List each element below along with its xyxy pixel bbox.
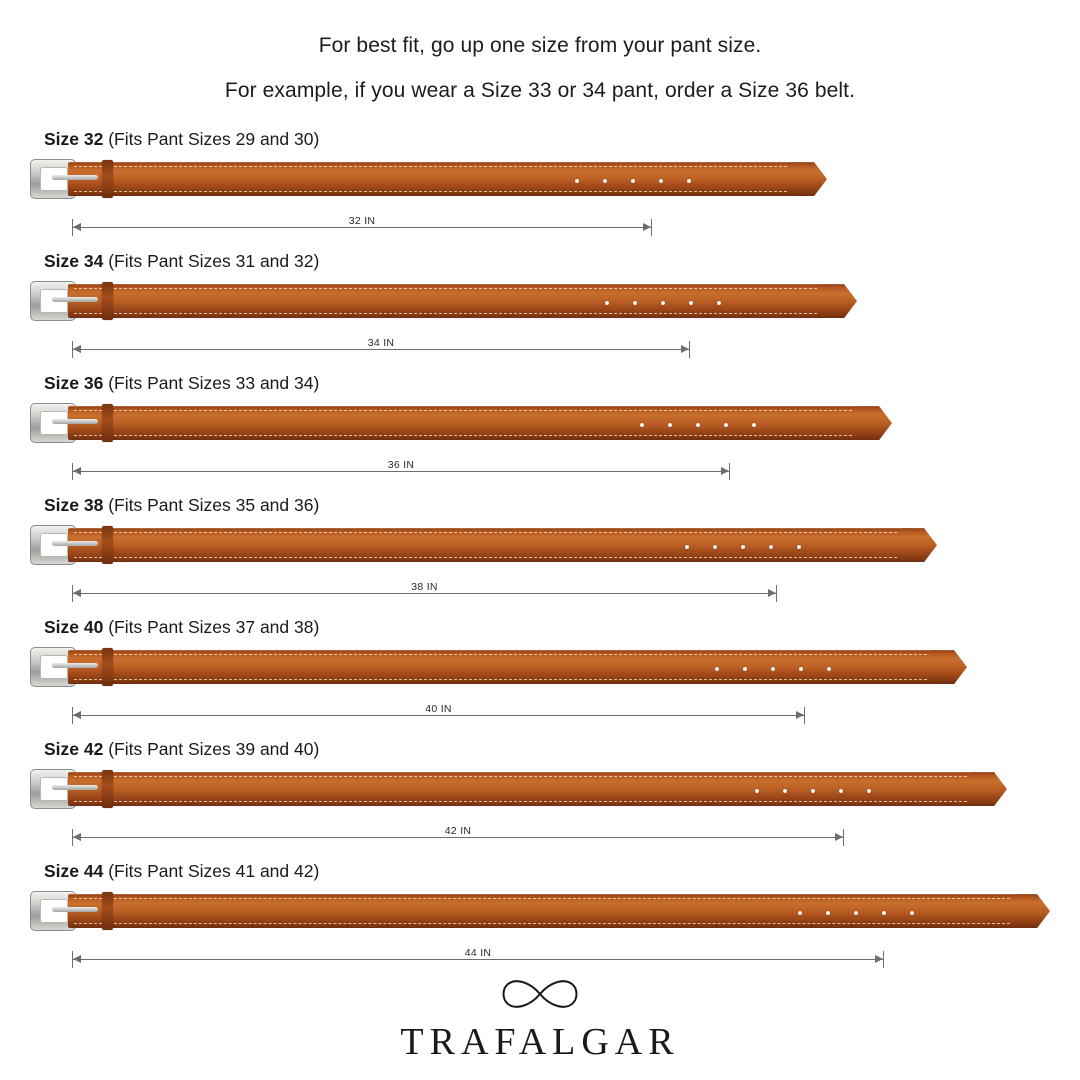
strap-stitching-top: [74, 288, 817, 289]
dimension-end-cap: [651, 219, 652, 236]
belt-row: [0, 617, 1080, 739]
belt-keeper-loop: [102, 892, 113, 930]
belt-tip: [903, 528, 937, 562]
belt-row-label: [44, 739, 319, 760]
dimension-bar: [72, 715, 805, 716]
dimension-label: 32 IN: [343, 215, 382, 227]
strap-stitching-bottom: [74, 801, 967, 802]
dimension-arrow: [73, 345, 81, 353]
belt-row: [0, 129, 1080, 251]
dimension-end-cap: [804, 707, 805, 724]
dimension-line: [72, 217, 652, 239]
belt-row-label: [44, 129, 319, 150]
buckle-prong-icon: [52, 175, 98, 180]
belt-fits-label: (Fits Pant Sizes 37 and 38): [103, 617, 320, 638]
header-line-2: For example, if you wear a Size 33 or 34 pant, order a Size 36 belt.: [224, 78, 856, 102]
belt-fits-label: (Fits Pant Sizes 29 and 30): [103, 129, 320, 150]
belt-keeper-loop: [102, 770, 113, 808]
belt-fits-label: (Fits Pant Sizes 41 and 42): [103, 861, 320, 882]
belt-graphic: [30, 887, 1048, 939]
belt-size-label: Size 36: [44, 373, 104, 394]
dimension-bar: [72, 471, 730, 472]
dimension-end-cap: [729, 463, 730, 480]
strap-stitching-bottom: [74, 923, 1010, 924]
belt-row: [0, 495, 1080, 617]
belt-tip: [1016, 894, 1050, 928]
belt-row: [0, 861, 1080, 983]
belt-row: [0, 251, 1080, 373]
strap-stitching-bottom: [74, 313, 817, 314]
belt-tip: [793, 162, 827, 196]
dimension-arrow: [73, 833, 81, 841]
dimension-line: [72, 827, 844, 849]
strap-stitching-top: [74, 410, 852, 411]
dimension-end-cap: [883, 951, 884, 968]
belt-graphic: [30, 277, 855, 329]
dimension-label: 38 IN: [405, 581, 444, 593]
buckle-prong-icon: [52, 419, 98, 424]
belt-strap: [68, 284, 825, 318]
dimension-line: [72, 949, 884, 971]
dimension-arrow: [73, 711, 81, 719]
dimension-label: 42 IN: [439, 825, 478, 837]
belt-tip: [823, 284, 857, 318]
dimension-arrow: [73, 955, 81, 963]
belt-row-label: [44, 251, 319, 272]
belt-graphic: [30, 155, 825, 207]
dimension-arrow: [796, 711, 804, 719]
strap-stitching-top: [74, 898, 1010, 899]
strap-stitching-top: [74, 776, 967, 777]
belt-strap: [68, 894, 1018, 928]
bowtie-logo-icon: [500, 974, 580, 1014]
belt-fits-label: (Fits Pant Sizes 35 and 36): [103, 495, 320, 516]
belt-keeper-loop: [102, 648, 113, 686]
belt-graphic: [30, 643, 965, 695]
strap-stitching-bottom: [74, 435, 852, 436]
belt-graphic: [30, 399, 890, 451]
belt-rows: [0, 129, 1080, 983]
dimension-arrow: [835, 833, 843, 841]
dimension-label: 36 IN: [382, 459, 421, 471]
belt-size-label: Size 32: [44, 129, 104, 150]
belt-keeper-loop: [102, 160, 113, 198]
belt-keeper-loop: [102, 282, 113, 320]
buckle-prong-icon: [52, 785, 98, 790]
strap-stitching-bottom: [74, 557, 897, 558]
dimension-label: 40 IN: [419, 703, 458, 715]
belt-keeper-loop: [102, 526, 113, 564]
dimension-bar: [72, 227, 652, 228]
belt-size-label: Size 38: [44, 495, 104, 516]
belt-size-label: Size 42: [44, 739, 104, 760]
belt-strap: [68, 162, 795, 196]
belt-tip: [933, 650, 967, 684]
belt-strap: [68, 406, 860, 440]
dimension-line: [72, 705, 805, 727]
dimension-arrow: [721, 467, 729, 475]
belt-graphic: [30, 521, 935, 573]
belt-row-label: [44, 861, 319, 882]
belt-row: [0, 739, 1080, 861]
dimension-arrow: [875, 955, 883, 963]
dimension-bar: [72, 593, 777, 594]
dimension-arrow: [73, 467, 81, 475]
dimension-line: [72, 339, 690, 361]
strap-stitching-top: [74, 532, 897, 533]
belt-keeper-loop: [102, 404, 113, 442]
belt-size-label: Size 44: [44, 861, 104, 882]
strap-stitching-bottom: [74, 679, 927, 680]
dimension-arrow: [768, 589, 776, 597]
header-line-1: For best fit, go up one size from your pant size.: [318, 34, 762, 57]
belt-tip: [973, 772, 1007, 806]
dimension-label: 44 IN: [459, 947, 498, 959]
dimension-bar: [72, 837, 844, 838]
dimension-arrow: [681, 345, 689, 353]
belt-row-label: [44, 617, 319, 638]
belt-strap: [68, 650, 935, 684]
belt-fits-label: (Fits Pant Sizes 33 and 34): [103, 373, 320, 394]
strap-stitching-bottom: [74, 191, 787, 192]
buckle-prong-icon: [52, 541, 98, 546]
dimension-bar: [72, 349, 690, 350]
footer: [0, 974, 1080, 1064]
buckle-prong-icon: [52, 663, 98, 668]
dimension-arrow: [73, 223, 81, 231]
buckle-prong-icon: [52, 907, 98, 912]
buckle-prong-icon: [52, 297, 98, 302]
belt-graphic: [30, 765, 1005, 817]
belt-size-label: Size 34: [44, 251, 104, 272]
dimension-end-cap: [843, 829, 844, 846]
dimension-end-cap: [776, 585, 777, 602]
belt-size-label: Size 40: [44, 617, 104, 638]
belt-row-label: [44, 373, 319, 394]
dimension-arrow: [73, 589, 81, 597]
strap-stitching-top: [74, 166, 787, 167]
dimension-end-cap: [689, 341, 690, 358]
belt-fits-label: (Fits Pant Sizes 31 and 32): [103, 251, 320, 272]
belt-tip: [858, 406, 892, 440]
brand-name: TRAFALGAR: [400, 1021, 680, 1063]
dimension-bar: [72, 959, 884, 960]
belt-strap: [68, 528, 905, 562]
dimension-arrow: [643, 223, 651, 231]
belt-row: [0, 373, 1080, 495]
header: [0, 0, 1080, 107]
strap-stitching-top: [74, 654, 927, 655]
belt-fits-label: (Fits Pant Sizes 39 and 40): [103, 739, 320, 760]
dimension-label: 34 IN: [362, 337, 401, 349]
dimension-line: [72, 461, 730, 483]
dimension-line: [72, 583, 777, 605]
belt-row-label: [44, 495, 319, 516]
